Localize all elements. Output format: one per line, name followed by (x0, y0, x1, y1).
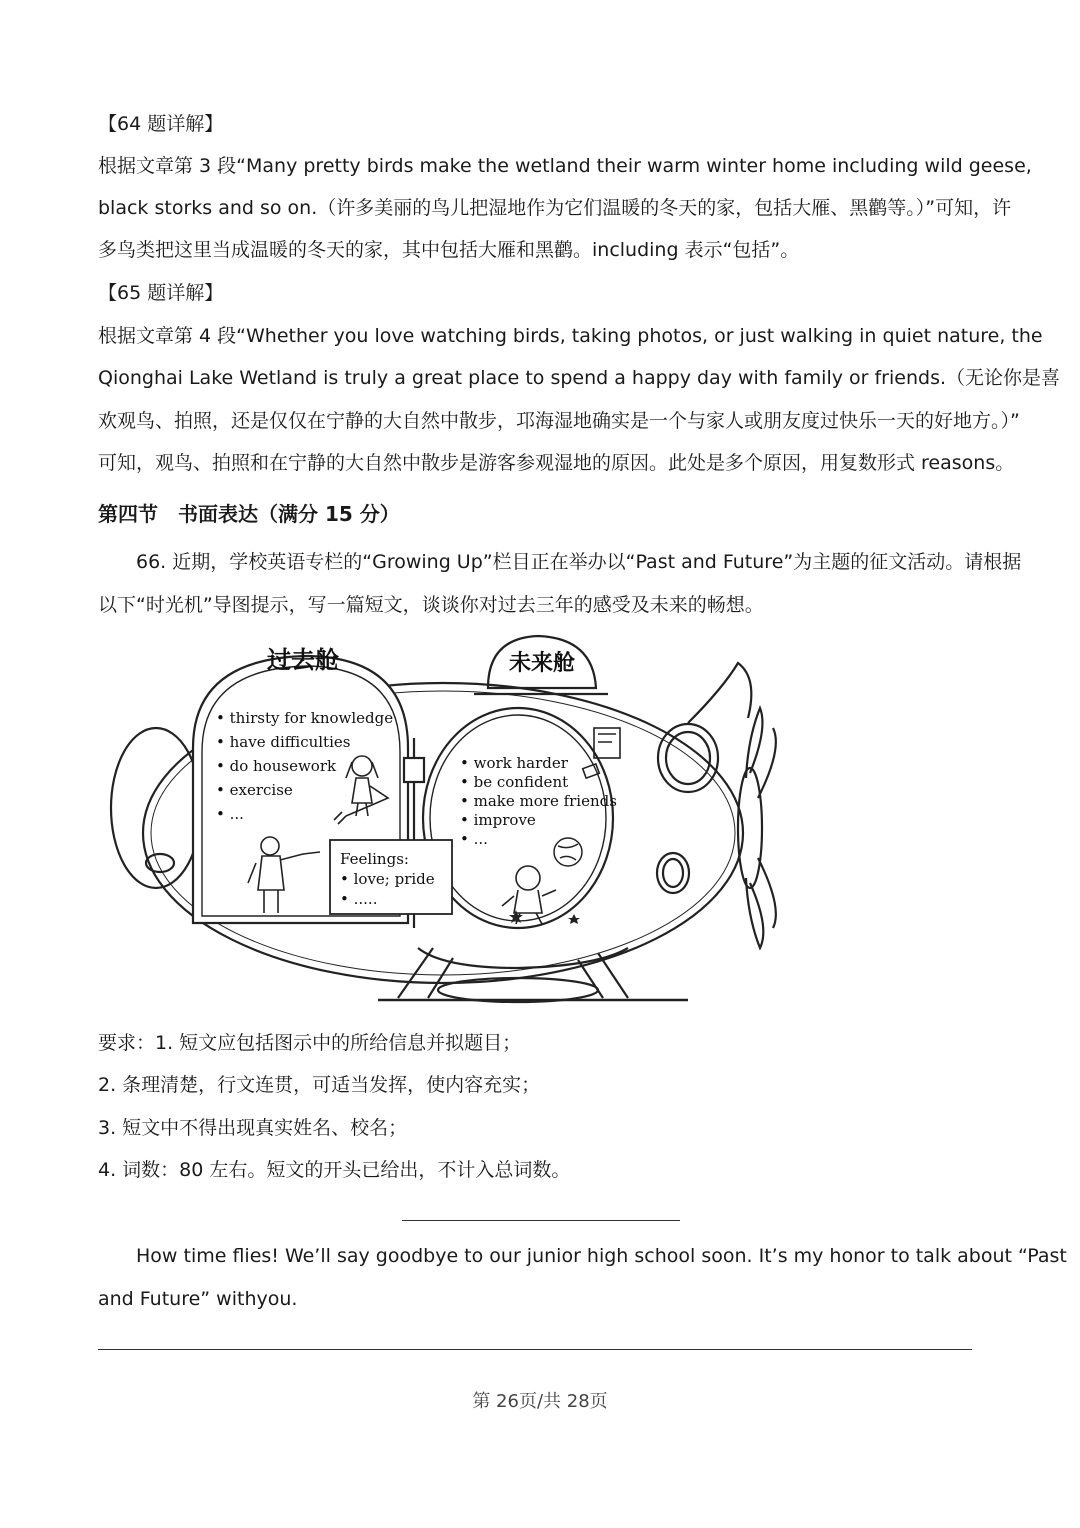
q64-heading: 【64 题详解】 (98, 113, 224, 135)
title-blank-line (402, 1220, 680, 1221)
future-item: • be confident (460, 773, 569, 791)
past-item: • have difficulties (216, 733, 351, 751)
prompt-line-2: 以下“时光机”导图提示，写一篇短文，谈谈你对过去三年的感受及未来的畅想。 (98, 594, 764, 616)
requirement-1: 要求：1. 短文应包括图示中的所给信息并拟题目； (98, 1032, 522, 1054)
requirement-4: 4. 词数：80 左右。短文的开头已给出，不计入总词数。 (98, 1159, 571, 1181)
past-item: • exercise (216, 781, 293, 799)
q64-line-2: black storks and so on.（许多美丽的鸟儿把湿地作为它们温暖的冬天的家，包括大雁、黑鹳等。）”可知，许 (98, 197, 1012, 219)
q65-heading: 【65 题详解】 (98, 282, 224, 304)
requirement-3: 3. 短文中不得出现真实姓名、校名； (98, 1117, 408, 1139)
prompt-line-1: 66. 近期，学校英语专栏的“Growing Up”栏目正在举办以“Past and Future”为主题的征文活动。请根据 (136, 551, 1022, 573)
q65-line-4: 可知，观鸟、拍照和在宁静的大自然中散步是游客参观湿地的原因。此处是多个原因，用复数形式 reasons。 (98, 452, 1015, 474)
future-item: • ... (460, 830, 488, 848)
feelings-item: • ..... (340, 890, 378, 908)
q65-line-3: 欢观鸟、拍照，还是仅仅在宁静的大自然中散步，邛海湿地确实是一个与家人或朋友度过快乐一天的好地方。）” (98, 410, 1020, 432)
past-cabin-title: 过去舱 (267, 646, 339, 674)
future-cabin-title: 未来舱 (508, 651, 576, 676)
future-item: • work harder (460, 754, 568, 772)
past-item: • ... (216, 805, 244, 823)
section-title: 第四节 书面表达（满分 15 分） (98, 502, 400, 526)
q64-line-3: 多鸟类把这里当成温暖的冬天的家，其中包括大雁和黑鹳。including 表示“包括”。 (98, 239, 800, 261)
feelings-title: Feelings: (340, 850, 409, 868)
requirement-2: 2. 条理清楚，行文连贯，可适当发挥，使内容充实； (98, 1074, 541, 1096)
star-icon (509, 910, 580, 924)
opening-line-2: and Future” withyou. (98, 1288, 298, 1310)
time-machine-illustration (98, 628, 788, 1018)
past-item: • thirsty for knowledge (216, 709, 394, 727)
planet-icon (554, 838, 582, 866)
opening-line-1: How time flies! We’ll say goodbye to our junior high school soon. It’s my honor to talk about “Past (136, 1245, 1067, 1267)
feelings-item: • love; pride (340, 870, 435, 888)
future-item: • improve (460, 811, 536, 829)
q65-line-1: 根据文章第 4 段“Whether you love watching birds, taking photos, or just walking in quiet nature, the (98, 325, 1043, 347)
q65-line-2: Qionghai Lake Wetland is truly a great place to spend a happy day with family or friends.（无论你是喜 (98, 367, 1061, 389)
q64-line-1: 根据文章第 3 段“Many pretty birds make the wetland their warm winter home including wild geese, (98, 155, 1032, 177)
page-number: 第 26页/共 28页 (472, 1391, 608, 1412)
answer-blank-line (98, 1349, 972, 1350)
book-icon (583, 728, 620, 778)
past-item: • do housework (216, 757, 337, 775)
future-item: • make more friends (460, 792, 617, 810)
